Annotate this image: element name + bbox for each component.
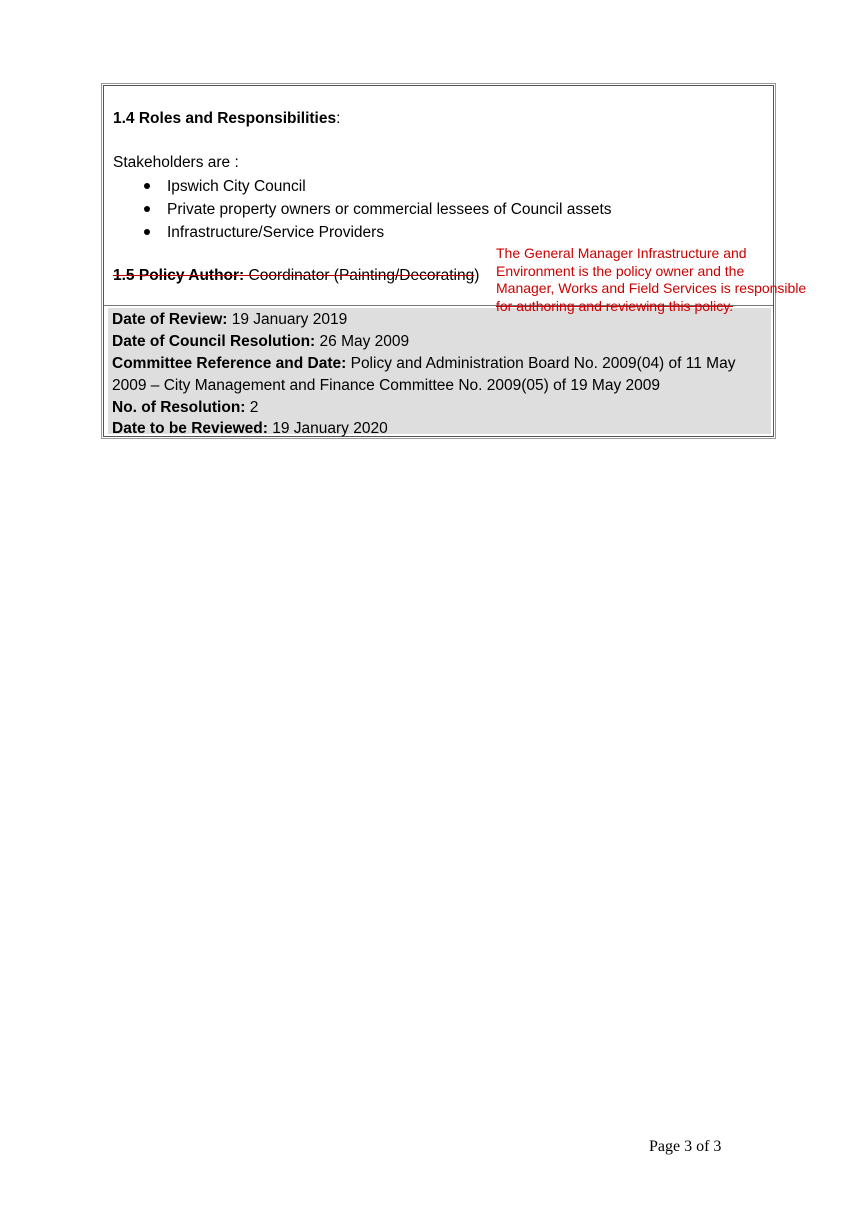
committee-reference-label: Committee Reference and Date: <box>112 355 347 372</box>
tracked-change-annotation <box>496 245 844 315</box>
stakeholder-text: Private property owners or commercial lessees of Council assets <box>167 201 612 218</box>
resolution-number-value: 2 <box>245 399 259 416</box>
council-resolution-value: 26 May 2009 <box>315 333 410 350</box>
annotation-line: The General Manager Infrastructure and <box>496 245 747 261</box>
bullet-icon <box>144 206 150 212</box>
committee-reference-continued: 2009 – City Management and Finance Committee No. 2009(05) of 19 May 2009 <box>112 377 660 394</box>
policy-author-tail: ) <box>474 267 480 284</box>
committee-reference-value: Policy and Administration Board No. 2009(04) of 11 May <box>346 355 736 372</box>
policy-author-line <box>113 266 479 286</box>
stakeholder-text: Infrastructure/Service Providers <box>167 224 385 241</box>
date-to-be-reviewed <box>112 419 388 439</box>
roles-heading-text: 1.4 Roles and Responsibilities <box>113 110 337 127</box>
roles-heading-colon: : <box>336 110 341 127</box>
bullet-icon <box>144 183 150 189</box>
to-be-reviewed-label: Date to be Reviewed: <box>112 420 268 437</box>
list-item <box>144 198 612 221</box>
date-of-council-resolution <box>112 332 409 352</box>
stakeholder-list <box>144 175 612 244</box>
list-item <box>144 221 612 244</box>
list-item <box>144 175 612 198</box>
policy-author-label: 1.5 Policy Author: <box>113 267 245 284</box>
metadata-section <box>108 308 771 437</box>
roles-heading <box>113 109 340 129</box>
date-of-review-label: Date of Review: <box>112 311 228 328</box>
date-of-review-value: 19 January 2019 <box>227 311 348 328</box>
number-of-resolution <box>112 398 258 418</box>
resolution-number-label: No. of Resolution: <box>112 399 246 416</box>
policy-author-value: Coordinator (Painting/Decorating <box>244 267 475 284</box>
stakeholders-intro: Stakeholders are : <box>113 154 239 171</box>
bullet-icon <box>144 229 150 235</box>
committee-reference <box>112 354 735 374</box>
stakeholder-text: Ipswich City Council <box>167 178 306 195</box>
annotation-line: Manager, Works and Field Services is responsible <box>496 280 807 296</box>
date-of-review <box>112 310 347 330</box>
council-resolution-label: Date of Council Resolution: <box>112 333 316 350</box>
page-number: Page 3 of 3 <box>649 1138 722 1155</box>
annotation-line: for authoring and reviewing this policy. <box>496 297 734 314</box>
to-be-reviewed-value: 19 January 2020 <box>267 420 388 437</box>
annotation-line: Environment is the policy owner and the <box>496 262 745 279</box>
